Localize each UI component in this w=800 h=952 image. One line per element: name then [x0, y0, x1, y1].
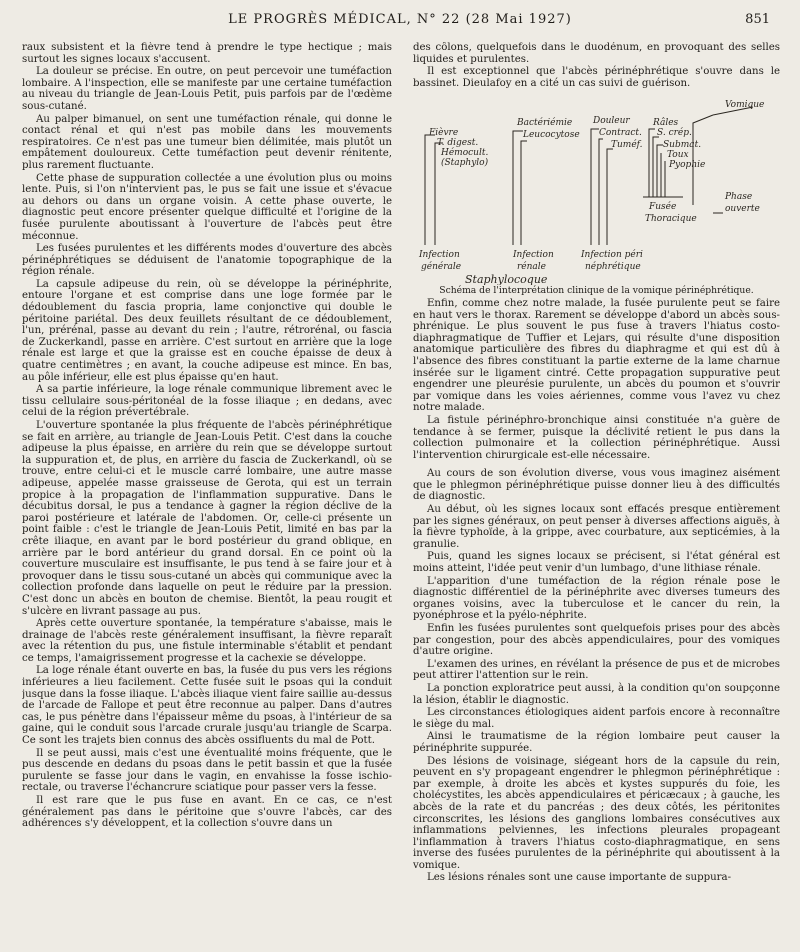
label-infection-generale-1: Infection — [419, 250, 460, 261]
paragraph: Cette phase de suppuration collectée a une évolution plus ou moins lente. Puis, si l'on n'intervient pas, le pus se fait une issue et s'évacue au dehors ou dans un organe voisin. A cette phase ouverte, le diagnostic peut encore présenter quelque difficulté et l'origine de la fusée purulente aboutissant à l'ouverture de l'abcès peut être méconnue. — [22, 172, 392, 242]
paragraph: Enfin, comme chez notre malade, la fusée purulente peut se faire en haut vers le thorax. Rarement se développe d'abord un abcès sous-phrénique. Le plus souvent le pus fuse à travers l'hiatus costo-diaphragmatique de Tuffier et Lejars, qui résulte d'une disposition anatomique particulière des fibres du diaphragme et qui est dû à l'absence des fibres constituant la partie externe de la lame charnue insérée sur le ligament cintré. Cette propagation suppurative peut engendrer une pleurésie purulente, un abcès du poumon et s'ouvrir par vomique dans les voies aériennes, comme vous l'avez vu chez notre malade. — [413, 297, 780, 414]
right-column — [413, 42, 780, 946]
label-rales: Râles — [653, 118, 679, 129]
label-phase-2: ouverte — [725, 204, 760, 215]
schema-drawing — [413, 95, 780, 285]
paragraph: Au cours de son évolution diverse, vous vous imaginez aisément que le phlegmon périnéphrétique puisse donner lieu à des difficultés de diagnostic. — [413, 468, 780, 503]
label-t-digest: T. digest. — [437, 138, 479, 149]
paragraph: L'examen des urines, en révélant la présence de pus et de microbes peut attirer l'attention sur le rein. — [413, 658, 780, 682]
paragraph: Les circonstances étiologiques aident parfois encore à reconnaître le siège du mal. — [413, 707, 780, 730]
left-column — [22, 42, 392, 946]
page-header — [22, 12, 778, 38]
clinical-schema-figure — [413, 95, 780, 285]
label-fusee: Fusée — [649, 202, 677, 213]
journal-title: LE PROGRÈS MÉDICAL, N° 22 (28 Mai 1927) — [228, 12, 572, 27]
label-staphylo: (Staphylo) — [441, 158, 489, 169]
paragraph: La capsule adipeuse du rein, où se développe la périnéphrite, entoure l'organe et est comprise dans une loge formée par le dédoublement du fascia propria, lame conjonctive qui double le péritoine pariétal. Des deux feuillets résultant de ce dédoublement, l'un, prérénal, passe au devant du rein ; l'autre, rétrorénal, ou fascia de Zuckerkandl, passe en arrière. C'est surtout en arrière que la loge rénale est large et que la graisse est en couche épaisse de deux à quatre centimètres ; en avant, la couche adipeuse est mince. En bas, au pôle inférieur, elle est plus épaisse qu'en haut. — [22, 278, 392, 383]
label-infection-perinephr-2: néphrétique — [585, 262, 641, 273]
paragraph: La loge rénale étant ouverte en bas, la fusée du pus vers les régions inférieures a lieu facilement. Cette fusée suit le psoas qui la conduit jusque dans la fosse iliaque. L'abcès iliaque vient faire saillie au-dessus de l'arcade de Fallope et peut être reconnue au palper. Dans d'autres cas, le pus pénètre dans l'épaisseur même du psoas, à l'intérieur de sa gaine, qui le conduit sous l'arcade crurale jusqu'au triangle de Scarpa. Ce sont les trajets bien connus des abcès ossifluents du mal de Pott. — [22, 665, 392, 747]
label-infection-perinephr-1: Infection péri — [581, 250, 643, 261]
label-hemocult: Hémocult. — [441, 148, 489, 159]
paragraph: raux subsistent et la fièvre tend à prendre le type hectique ; mais surtout les signes locaux s'accusent. — [22, 42, 392, 65]
label-thoracique: Thoracique — [645, 214, 697, 225]
label-bacteriemie: Bactériémie — [517, 118, 573, 129]
label-douleur: Douleur — [593, 116, 630, 127]
paragraph: La douleur se précise. En outre, on peut percevoir une tuméfaction lombaire. A l'inspection, elle se manifeste par une certaine tuméfaction au niveau du triangle de Jean-Louis Petit, puis parfois par de l'œdème sous-cutané. — [22, 66, 392, 112]
label-contract: Contract. — [599, 128, 642, 139]
label-vomique: Vomique — [725, 100, 765, 111]
paragraph: des côlons, quelquefois dans le duodénum, en provoquant des selles liquides et purulentes. — [413, 42, 780, 65]
paragraph: Au palper bimanuel, on sent une tuméfaction rénale, qui donne le contact rénal et qui n'est pas mobile dans les mouvements respiratoires. Ce n'est pas une tumeur bien délimitée, mais plutôt un empâtement douloureux. Cette tuméfaction peut devenir rénitente, plus rarement fluctuante. — [22, 113, 392, 171]
paragraph: La fistule périnéphro-bronchique ainsi constituée n'a guère de tendance à se fermer, puisque la déclivité retient le pus dans la collection pulmonaire et la collection périnéphrétique. Aussi l'intervention chirurgicale est-elle nécessaire. — [413, 414, 780, 461]
paragraph: Ainsi le traumatisme de la région lombaire peut causer la périnéphrite suppurée. — [413, 731, 780, 754]
paragraph: Il est rare que le pus fuse en avant. En ce cas, ce n'est généralement pas dans le péritoine que s'ouvre l'abcès, car des adhérences s'y développent, et la collection s'ouvre dans un — [22, 795, 392, 830]
paragraph: Il se peut aussi, mais c'est une éventualité moins fréquente, que le pus descende en dedans du psoas dans le petit bassin et que la fusée purulente se fasse jour dans le vagin, en envahisse la fosse ischio-rectale, ou traverse l'échancrure sciatique pour passer vers la fesse. — [22, 747, 392, 794]
paragraph: A sa partie inférieure, la loge rénale communique librement avec le tissu cellulaire sous-péritonéal de la fosse iliaque ; en dedans, avec celui de la région prévertébrale. — [22, 384, 392, 419]
label-tumef: Tuméf. — [611, 140, 643, 151]
paragraph: Il est exceptionnel que l'abcès périnéphrétique s'ouvre dans le bassinet. Dieulafoy en a cité un cas suivi de guérison. — [413, 66, 780, 89]
figure-caption: Schéma de l'interprétation clinique de la vomique périnéphrétique. — [439, 285, 754, 297]
label-phase-1: Phase — [725, 192, 753, 203]
label-fievre: Fièvre — [429, 128, 459, 139]
label-toux: Toux — [667, 150, 689, 161]
paragraph: Des lésions de voisinage, siégeant hors de la capsule du rein, peuvent en s'y propageant engendrer le phlegmon périnéphrétique : par exemple, à droite les abcès et kystes suppurés du foie, les cholécystites, les abcès appendiculaires et péricæcaux ; à gauche, les abcès de la rate et du pancréas ; des deux côtés, les péritonites circonscrites, les lésions des ganglions lombaires consécutives aux inflammations pelviennes, les infections pleurales propageant l'inflammation à travers l'hiatus costo-diaphragmatique, en sens inverse des fusées purulentes de la périnéphrite qui aboutissent à la vomique. — [413, 755, 780, 871]
label-infection-renale-1: Infection — [513, 250, 554, 261]
paragraph: Après cette ouverture spontanée, la température s'abaisse, mais le drainage de l'abcès reste généralement insuffisant, la fièvre reparaît avec la rétention du pus, une fistule interminable s'établit et pendant ce temps, l'amaigrissement progresse et la cachexie se développe. — [22, 618, 392, 664]
paragraph: La ponction exploratrice peut aussi, à la condition qu'on soupçonne la lésion, établir le diagnostic. — [413, 682, 780, 706]
label-leucocytose: Leucocytose — [523, 130, 580, 141]
label-staphylocoque: Staphylocoque — [465, 273, 548, 286]
paragraph: L'ouverture spontanée la plus fréquente de l'abcès périnéphrétique se fait en arrière, au triangle de Jean-Louis Petit. C'est dans la couche adipeuse la plus épaisse, en arrière du rein que se développe surtout la suppuration et, de plus, en arrière du fascia de Zuckerkandl, où se trouve, entre celui-ci et le muscle carré lombaire, une autre masse adipeuse, appelée masse graisseuse de Gerota, qui est un terrain propice à la propagation de l'inflammation suppurative. Dans le décubitus dorsal, le pus a tendance à gagner la région déclive de la paroi postérieure et latérale de l'abdomen. Or, celle-ci présente un point faible : c'est le triangle de Jean-Louis Petit, limité en bas par la crête iliaque, en avant par le bord postérieur du grand oblique, en arrière par le bord antérieur du grand dorsal. En ce point où la couverture musculaire est insuffisante, le pus tend à se faire jour et à provoquer dans le tissu sous-cutané un abcès qui communique avec la collection profonde dans laquelle on peut le réduire par la pression. C'est donc un abcès en bouton de chemise. Bientôt, la peau rougit et s'ulcère en livrant passage au pus. — [22, 420, 392, 617]
label-s-crep: S. crép. — [657, 128, 692, 139]
page-number: 851 — [745, 12, 770, 27]
paragraph: Les lésions rénales sont une cause importante de suppura- — [427, 872, 732, 884]
label-infection-renale-2: rénale — [517, 262, 546, 273]
paragraph: Les fusées purulentes et les différents modes d'ouverture des abcès périnéphrétiques se déduisent de l'anatomie topographique de la région rénale. — [22, 243, 392, 278]
paragraph: L'apparition d'une tuméfaction de la région rénale pose le diagnostic différentiel de la périnéphrite avec diverses tumeurs des organes voisins, avec la tuberculose et le cancer du rein, la pyonéphrose et la pyélo-néphrite. — [413, 575, 780, 622]
paragraph: Au début, où les signes locaux sont effacés presque entièrement par les signes généraux, on peut penser à diverses affections aiguës, à la fièvre typhoïde, à la grippe, avec courbature, aux septicémies, à la granulie. — [413, 504, 780, 550]
label-submat: Submat. — [663, 140, 702, 151]
label-infection-generale-2: générale — [421, 262, 462, 273]
paragraph: Enfin les fusées purulentes sont quelquefois prises pour des abcès par congestion, pour des abcès appendiculaires, pour des vomiques d'autre origine. — [413, 623, 780, 658]
label-pyophie: Pyophie — [669, 160, 706, 171]
paragraph: Puis, quand les signes locaux se précisent, si l'état général est moins atteint, l'idée peut venir d'un lumbago, d'une lithiase rénale. — [413, 551, 780, 575]
